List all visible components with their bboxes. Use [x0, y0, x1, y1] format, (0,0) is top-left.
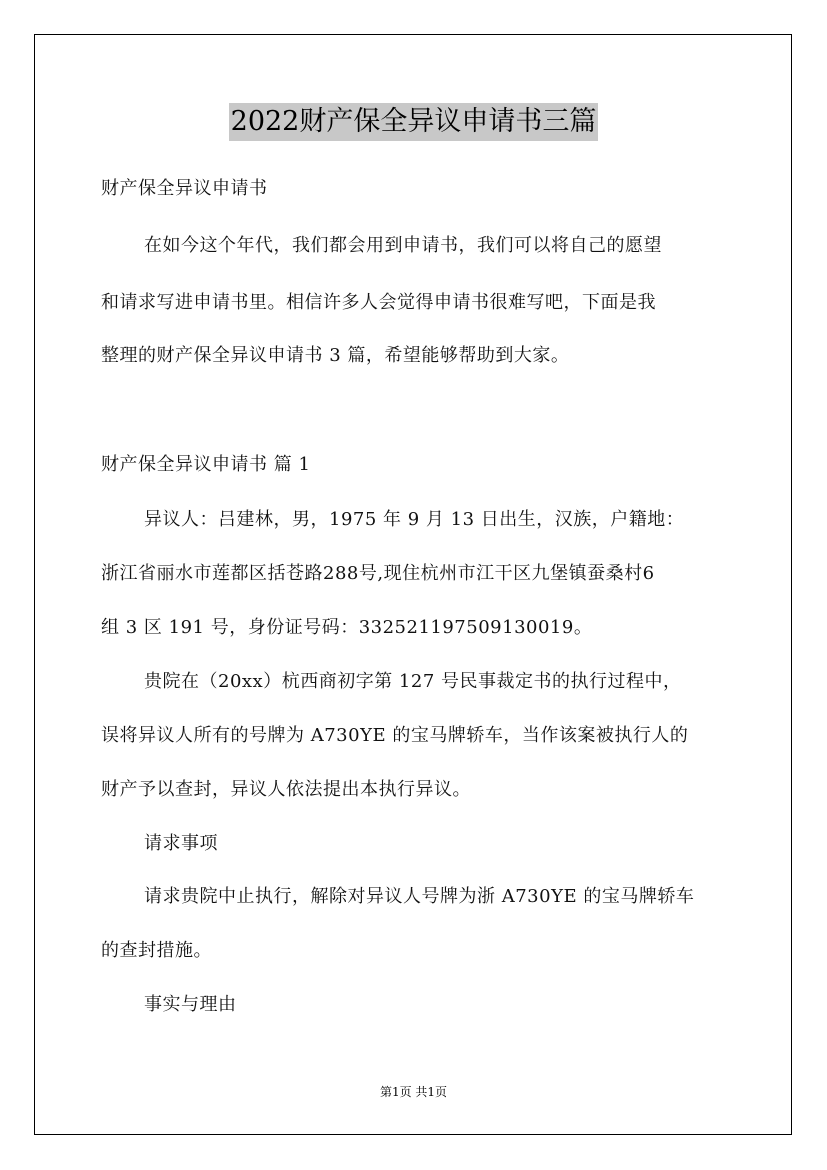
facts-line-2: 误将异议人所有的号牌为 A730YE 的宝马牌轿车，当作该案被执行人的: [101, 725, 689, 746]
facts-line-3: 财产予以查封，异议人依法提出本执行异议。: [101, 779, 471, 800]
title-container: [0, 103, 827, 141]
request-line-2: 的查封措施。: [101, 940, 212, 961]
intro-line-2: 和请求写进申请书里。相信许多人会觉得申请书很难写吧，下面是我: [101, 292, 656, 313]
reason-heading: 事实与理由: [144, 994, 237, 1015]
request-line-1: 请求贵院中止执行，解除对异议人号牌为浙 A730YE 的宝马牌轿车: [144, 886, 695, 907]
facts-line-1: 贵院在（20xx）杭西商初字第 127 号民事裁定书的执行过程中，: [144, 671, 682, 692]
intro-line-1: 在如今这个年代，我们都会用到申请书，我们可以将自己的愿望: [144, 235, 662, 256]
section-heading: 财产保全异议申请书 篇 1: [101, 454, 311, 475]
objector-line-2: 浙江省丽水市莲都区括苍路288号,现住杭州市江干区九堡镇蚕桑村6: [101, 563, 655, 584]
subtitle: 财产保全异议申请书: [101, 178, 268, 199]
intro-line-3: 整理的财产保全异议申请书 3 篇，希望能够帮助到大家。: [101, 345, 570, 366]
document-title: 2022财产保全异议申请书三篇: [229, 103, 599, 141]
page-footer: 第1页 共1页: [379, 1085, 448, 1099]
objector-line-3: 组 3 区 191 号，身份证号码：332521197509130019。: [101, 617, 593, 638]
request-heading: 请求事项: [144, 833, 218, 854]
objector-line-1: 异议人：吕建林，男，1975 年 9 月 13 日出生，汉族，户籍地：: [144, 509, 685, 530]
